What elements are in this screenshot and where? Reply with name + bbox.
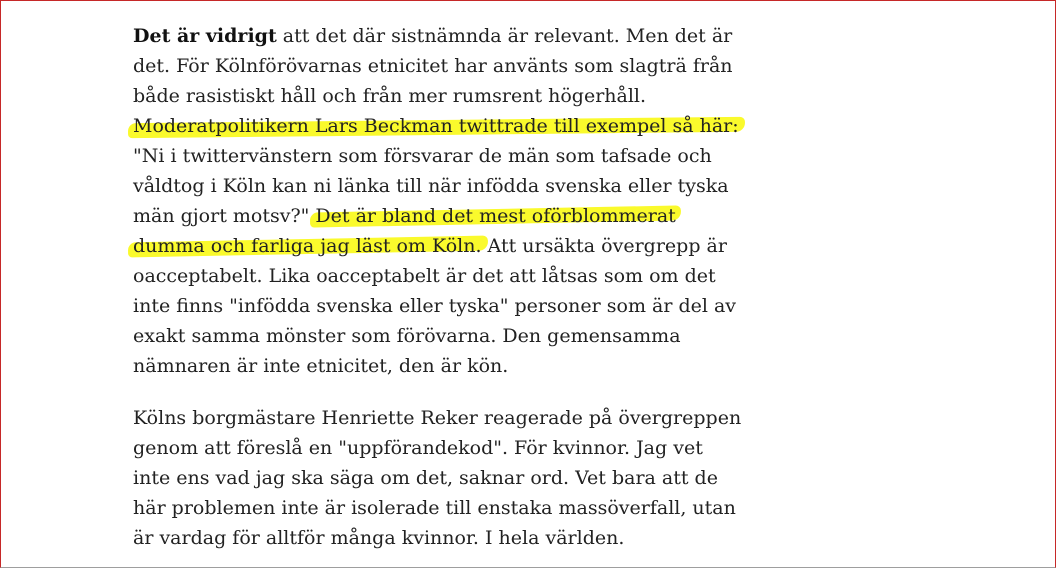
text-line: genom att föreslå en "uppförandekod". För kvinnor. Jag vet [133, 437, 703, 459]
highlighted-text: dumma och farliga jag läst om Köln. [133, 235, 482, 257]
text-line: både rasistiskt håll och från mer rumsrent högerhåll. [133, 85, 647, 107]
text-span: Att ursäkta övergrepp är [481, 235, 727, 257]
text-line: Kölns borgmästare Henriette Reker reagerade på övergreppen [133, 407, 742, 429]
text-line: oacceptabelt. Lika oacceptabelt är det att låtsas som om det [133, 265, 716, 287]
text-line: det. För Kölnförövarnas etnicitet har använts som slagträ från [133, 55, 733, 77]
article-paragraph-2 [133, 403, 773, 553]
text-line: exakt samma mönster som förövarna. Den gemensamma [133, 325, 681, 347]
text-span: män gjort motsv?" [133, 205, 310, 227]
text-line [133, 201, 773, 231]
highlighted-text: Det är bland det mest oförblommerat [315, 205, 676, 227]
text-line [133, 111, 773, 141]
text-span: att det där sistnämnda är relevant. Men det är [276, 25, 733, 47]
text-line: är vardag för alltför många kvinnor. I hela världen. [133, 527, 625, 549]
highlighted-text: Moderatpolitikern Lars Beckman twittrade till exempel så här: [133, 115, 739, 137]
paragraph-spacer [133, 381, 773, 403]
bold-lead: Det är vidrigt [133, 25, 277, 47]
text-line: våldtog i Köln kan ni länka till när infödda svenska eller tyska [133, 175, 729, 197]
text-line: "Ni i twittervänstern som försvarar de män som tafsade och [133, 145, 712, 167]
text-line: nämnaren är inte etnicitet, den är kön. [133, 355, 509, 377]
article-paragraph-1 [133, 21, 773, 381]
text-line: inte finns "infödda svenska eller tyska" personer som är del av [133, 295, 737, 317]
text-line [133, 21, 773, 51]
text-line [133, 231, 773, 261]
article-body [133, 21, 773, 553]
text-line: inte ens vad jag ska säga om det, saknar ord. Vet bara att de [133, 467, 718, 489]
text-line: här problemen inte är isolerade till enstaka massöverfall, utan [133, 497, 736, 519]
